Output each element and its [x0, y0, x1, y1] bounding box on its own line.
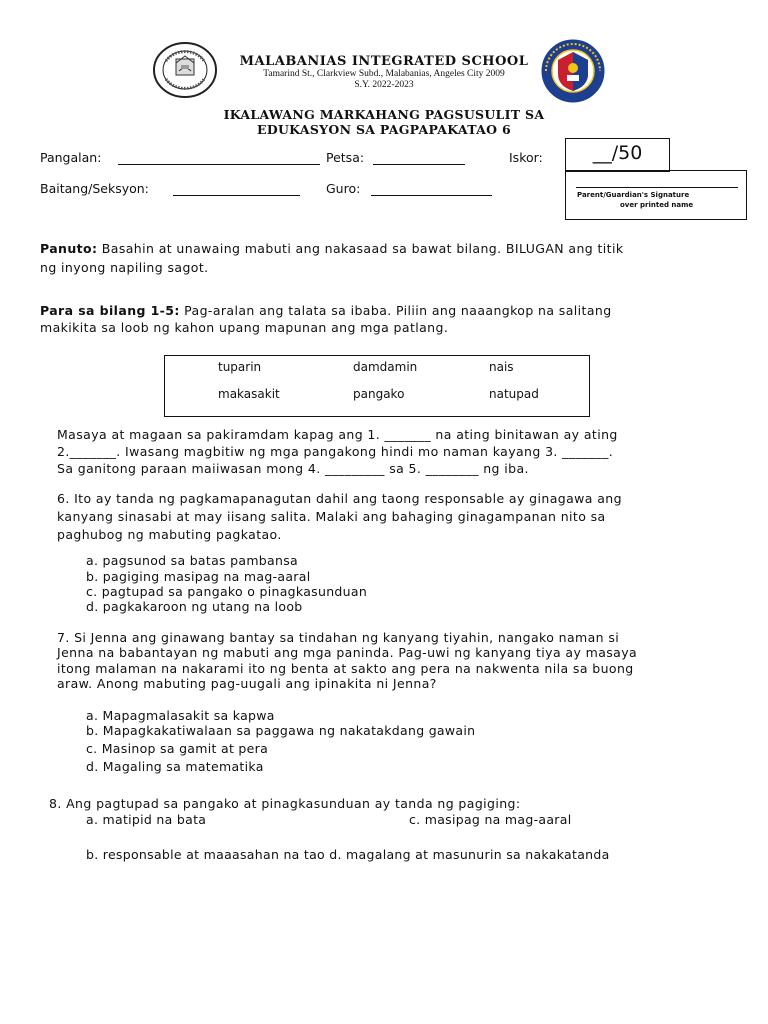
- q8-stem: 8. Ang pagtupad sa pangako at pinagkasunduan ay tanda ng pagiging:: [49, 796, 521, 811]
- word-bank-item: makasakit: [218, 387, 280, 401]
- fill-paragraph-line1: Masaya at magaan sa pakiramdam kapag ang 1. _______ na ating binitawan ay ating: [57, 427, 618, 442]
- score-value: __/50: [592, 142, 643, 164]
- section1-label: Para sa bilang 1-5:: [40, 303, 180, 318]
- instructions-label: Panuto:: [40, 241, 98, 256]
- word-bank-item: nais: [489, 360, 514, 374]
- word-bank-item: tuparin: [218, 360, 262, 374]
- word-bank-item: natupad: [489, 387, 539, 401]
- date-field[interactable]: [373, 164, 465, 165]
- q6-option-a[interactable]: a. pagsunod sa batas pambansa: [86, 553, 298, 568]
- q7-stem-line3: itong malaman na nakarami ito ng benta at sakto ang pera na nakwenta nila sa buong: [57, 661, 634, 676]
- score-label: Iskor:: [509, 150, 543, 165]
- section-label: Baitang/Seksyon:: [40, 181, 149, 196]
- school-name: MALABANIAS INTEGRATED SCHOOL: [239, 54, 529, 69]
- word-bank-item: damdamin: [353, 360, 418, 374]
- fill-paragraph-line3: Sa ganitong paraan maiiwasan mong 4. _________ sa 5. ________ ng iba.: [57, 461, 529, 476]
- q6-stem-line2: kanyang sinasabi at may iisang salita. Malaki ang bahaging ginagampanan nito sa: [57, 509, 606, 524]
- q7-stem-line2: Jenna na babantayan ng mabuti ang mga paninda. Pag-uwi ng kanyang tiya ay masaya: [57, 645, 638, 660]
- section1-line1: Pag-aralan ang talata sa ibaba. Piliin ang naaangkop na salitang: [179, 303, 612, 318]
- q6-stem-line3: paghubog ng mabuting pagkatao.: [57, 527, 282, 542]
- teacher-field[interactable]: [371, 195, 492, 196]
- q7-option-d[interactable]: d. Magaling sa matematika: [86, 759, 264, 774]
- q7-stem-line4: araw. Anong mabuting pag-uugali ang ipinakita ni Jenna?: [57, 676, 437, 691]
- school-address: Tamarind St., Clarkview Subd., Malabanias, Angeles City 2009: [263, 69, 505, 79]
- signature-line: [576, 187, 738, 188]
- name-field[interactable]: [118, 164, 320, 165]
- exam-title-line2: EDUKASYON SA PAGPAPAKATAO 6: [257, 122, 511, 137]
- q8-option-c[interactable]: c. masipag na mag-aaral: [409, 812, 572, 827]
- signature-box[interactable]: [565, 170, 747, 220]
- exam-title-line1: IKALAWANG MARKAHANG PAGSUSULIT SA: [223, 107, 545, 122]
- fill-paragraph-line2: 2._______. Iwasang magbitiw ng mga pangakong hindi mo naman kayang 3. _______.: [57, 444, 614, 459]
- signature-label: Parent/Guardian's Signature: [577, 191, 690, 199]
- name-label: Pangalan:: [40, 150, 102, 165]
- date-label: Petsa:: [326, 150, 365, 165]
- q7-option-b[interactable]: b. Mapagkakatiwalaan sa paggawa ng nakatakdang gawain: [86, 723, 476, 738]
- q8-options-b-d[interactable]: b. responsable at maaasahan na tao d. magalang at masunurin sa nakakatanda: [86, 847, 610, 862]
- q6-option-c[interactable]: c. pagtupad sa pangako o pinagkasunduan: [86, 584, 368, 599]
- section-field[interactable]: [173, 195, 300, 196]
- q6-option-d[interactable]: d. pagkakaroon ng utang na loob: [86, 599, 303, 614]
- teacher-label: Guro:: [326, 181, 361, 196]
- instructions-line2: ng inyong napiling sagot.: [40, 260, 209, 275]
- instructions-line1: Basahin at unawaing mabuti ang nakasaad sa bawat bilang. BILUGAN ang titik: [97, 241, 624, 256]
- q7-stem-line1: 7. Si Jenna ang ginawang bantay sa tindahan ng kanyang tiyahin, nangako naman si: [57, 630, 620, 645]
- section1-line2: makikita sa loob ng kahon upang mapunan ang mga patlang.: [40, 320, 449, 335]
- instructions: [40, 239, 740, 258]
- signature-sublabel: over printed name: [620, 201, 694, 209]
- score-box[interactable]: [565, 138, 670, 172]
- q7-option-a[interactable]: a. Mapagmalasakit sa kapwa: [86, 708, 275, 723]
- word-bank-item: pangako: [353, 387, 405, 401]
- word-bank-box: [164, 355, 590, 417]
- q6-option-b[interactable]: b. pagiging masipag na mag-aaral: [86, 569, 311, 584]
- q8-option-a[interactable]: a. matipid na bata: [86, 812, 207, 827]
- school-year: S.Y. 2022-2023: [354, 80, 414, 90]
- q6-stem-line1: 6. Ito ay tanda ng pagkamapanagutan dahil ang taong responsable ay ginagawa ang: [57, 491, 622, 506]
- q7-option-c[interactable]: c. Masinop sa gamit at pera: [86, 741, 269, 756]
